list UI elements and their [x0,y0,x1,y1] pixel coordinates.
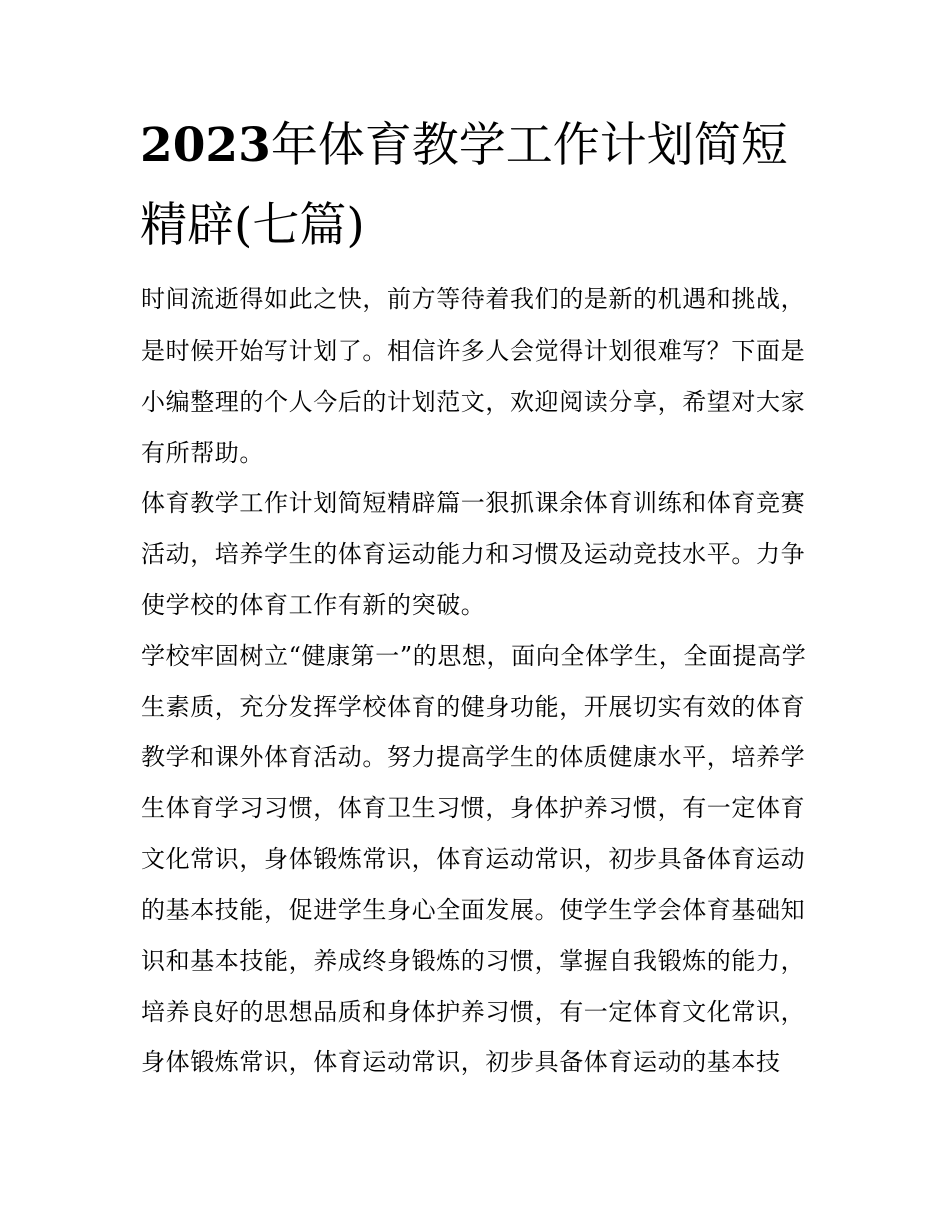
body-text-line: 识和基本技能，养成终身锻炼的习惯，掌握自我锻炼的能力， [141,947,806,975]
document-title-line-1 [140,116,788,176]
body-text-line: 教学和课外体育活动。努力提高学生的体质健康水平，培养学 [141,743,806,771]
body-text-line: 体育教学工作计划简短精辟篇一狠抓课余体育训练和体育竞赛 [141,489,806,517]
body-text-line: 的基本技能，促进学生身心全面发展。使学生学会体育基础知 [141,896,806,924]
title-year: 2023 [140,118,271,173]
title-text-part-1: 年体育教学工作计划简短 [270,118,788,173]
body-text-line: 生素质，充分发挥学校体育的健身功能，开展切实有效的体育 [141,693,806,721]
body-text-line: 生体育学习习惯，体育卫生习惯，身体护养习惯，有一定体育 [141,794,806,822]
body-text-line: 活动，培养学生的体育运动能力和习惯及运动竞技水平。力争 [141,540,806,568]
body-text-line: 培养良好的思想品质和身体护养习惯，有一定体育文化常识， [141,998,806,1026]
body-text-line: 身体锻炼常识，体育运动常识，初步具备体育运动的基本技 [141,1048,781,1076]
document-title-line-2: 精辟(七篇) [140,198,365,253]
body-text-line: 学校牢固树立“健康第一”的思想，面向全体学生，全面提高学 [141,642,807,670]
body-text-line: 是时候开始写计划了。相信许多人会觉得计划很难写？下面是 [141,337,806,365]
body-text-line: 时间流逝得如此之快，前方等待着我们的是新的机遇和挑战， [141,285,806,313]
body-text-line: 有所帮助。 [141,439,264,467]
body-text-line: 文化常识，身体锻炼常识，体育运动常识，初步具备体育运动 [141,845,806,873]
body-text-line: 使学校的体育工作有新的突破。 [141,591,486,619]
body-text-line: 小编整理的个人今后的计划范文，欢迎阅读分享，希望对大家 [141,388,806,416]
